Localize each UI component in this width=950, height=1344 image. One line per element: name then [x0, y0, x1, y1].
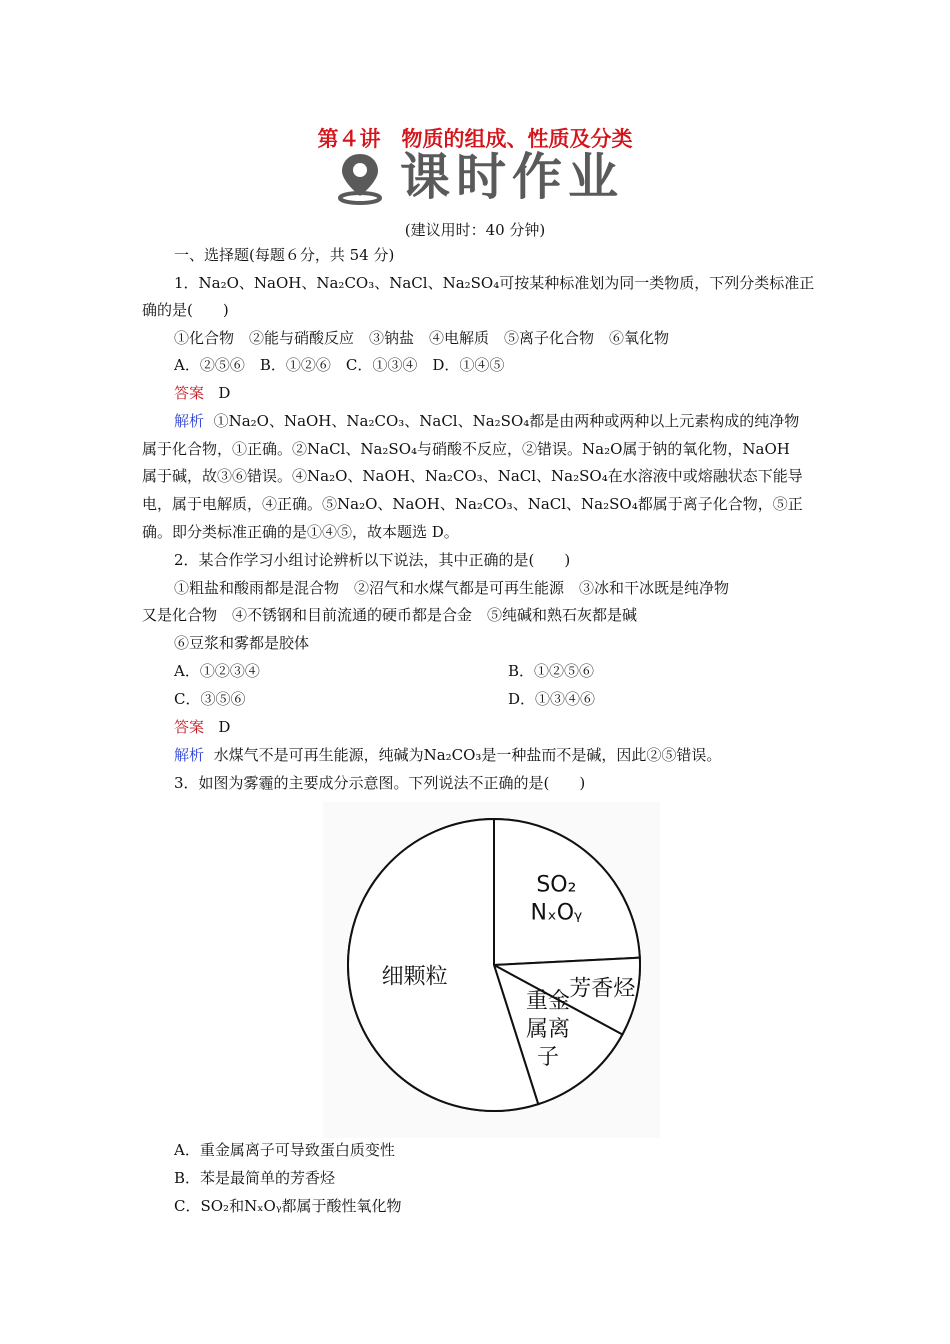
q1-analysis-line-5: 确。即分类标准正确的是①④⑤，故本题选 D。: [142, 523, 459, 541]
q1-options: ①化合物 ②能与硝酸反应 ③钠盐 ④电解质 ⑤离子化合物 ⑥氧化物: [174, 329, 670, 347]
q2-choice-d: D．①③④⑥: [508, 690, 596, 708]
q1-stem-line-1: 1．Na₂O、NaOH、Na₂CO₃、NaCl、Na₂SO₄可按某种标准划为同一类物质，下列分类标准正: [174, 274, 815, 292]
q2-choice-b: B．①②⑤⑥: [508, 662, 595, 680]
analysis-text: ①Na₂O、NaOH、Na₂CO₃、NaCl、Na₂SO₄都是由两种或两种以上元素构成的纯净物: [213, 412, 800, 430]
analysis-label: 解析: [174, 746, 205, 764]
q1-analysis-line-3: 属于碱，故③⑥错误。④Na₂O、NaOH、Na₂CO₃、NaCl、Na₂SO₄在水溶液中或熔融状态下能导: [142, 467, 803, 485]
pie-slice-label: 细颗粒: [381, 964, 448, 990]
q3-choice-a: A．重金属离子可导致蛋白质变性: [174, 1141, 395, 1159]
q2-option-line-3: ⑥豆浆和雾都是胶体: [174, 634, 310, 652]
pie-chart-svg: [323, 802, 660, 1138]
pie-slice-label: 属离: [525, 1017, 570, 1043]
time-hint: (建议用时：40 分钟): [404, 221, 546, 239]
q1-analysis-line-1: [174, 410, 799, 432]
answer-value: D: [218, 384, 231, 402]
answer-label: 答案: [174, 718, 205, 736]
page-title: 第４讲 物质的组成、性质及分类: [317, 126, 633, 151]
banner-text: 课时作业: [400, 148, 624, 206]
pie-slice-label: 芳香烃: [569, 976, 636, 1002]
answer-value: D: [218, 718, 231, 736]
q1-choices: A．②⑤⑥ B．①②⑥ C．①③④ D．①④⑤: [174, 356, 505, 374]
q3-stem: 3．如图为雾霾的主要成分示意图。下列说法不正确的是( ): [174, 774, 586, 792]
pie-slice-label: 重金: [525, 989, 570, 1015]
analysis-text: 水煤气不是可再生能源，纯碱为Na₂CO₃是一种盐而不是碱，因此②⑤错误。: [213, 746, 722, 764]
section-heading: 一、选择题(每题６分，共 54 分): [174, 246, 395, 264]
q1-answer-row: [174, 382, 230, 404]
q2-stem: 2．某合作学习小组讨论辨析以下说法，其中正确的是( ): [174, 551, 571, 569]
smog-composition-chart: [323, 802, 660, 1138]
answer-label: 答案: [174, 384, 205, 402]
pie-slice-label: 子: [536, 1045, 559, 1071]
q2-analysis-row: [174, 744, 721, 766]
q1-analysis-line-2: 属于化合物，①正确。②NaCl、Na₂SO₄与硝酸不反应，②错误。Na₂O属于钠的氧化物，NaOH: [142, 440, 790, 458]
q1-analysis-line-4: 电，属于电解质，④正确。⑤Na₂O、NaOH、Na₂CO₃、NaCl、Na₂SO₄都属于离子化合物，⑤正: [142, 495, 803, 513]
q2-answer-row: [174, 716, 230, 738]
q2-choice-a: A．①②③④: [174, 662, 260, 680]
homework-banner: [332, 146, 632, 208]
pie-slice-label: NₓOᵧ: [530, 900, 583, 926]
location-pin-icon: [332, 150, 388, 206]
q2-option-line-1: ①粗盐和酸雨都是混合物 ②沼气和水煤气都是可再生能源 ③冰和干冰既是纯净物: [174, 579, 730, 597]
q3-choice-c: C．SO₂和NₓOᵧ都属于酸性氧化物: [174, 1197, 402, 1215]
q2-option-line-2: 又是化合物 ④不锈钢和目前流通的硬币都是合金 ⑤纯碱和熟石灰都是碱: [142, 606, 638, 624]
pie-slice-label: SO₂: [536, 872, 577, 898]
q1-stem-line-2: 确的是( ): [142, 301, 229, 319]
q2-choice-c: C．③⑤⑥: [174, 690, 246, 708]
q3-choice-b: B．苯是最简单的芳香烃: [174, 1169, 336, 1187]
analysis-label: 解析: [174, 412, 205, 430]
